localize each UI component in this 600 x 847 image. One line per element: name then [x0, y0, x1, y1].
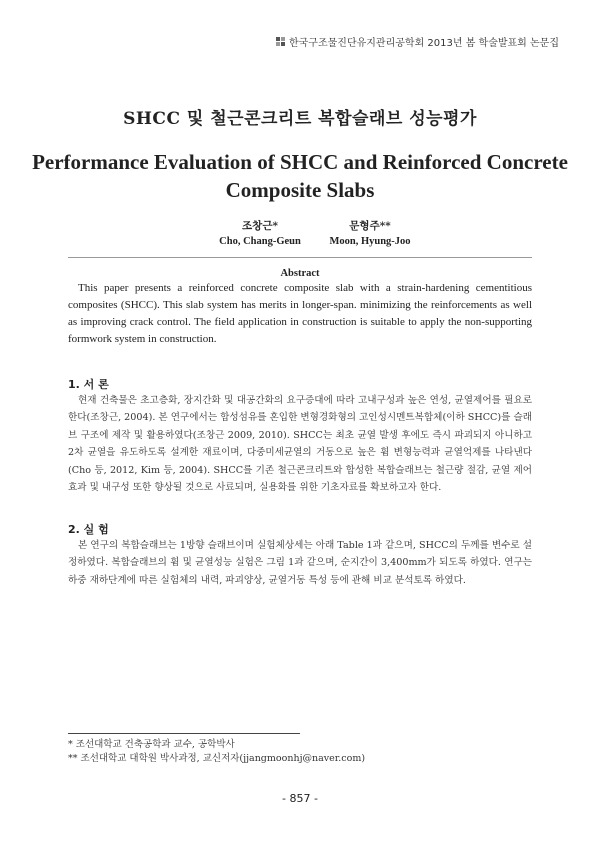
logo-icon: [276, 37, 286, 47]
author-2-name-en: Moon, Hyung-Joo: [329, 236, 411, 247]
footnote-1: * 조선대학교 건축공학과 교수, 공학박사: [68, 739, 235, 750]
journal-header: [276, 34, 559, 49]
section-2-text: 본 연구의 복합슬래브는 1방향 슬래브이며 실험체상세는 아래 Table 1과 같으며, SHCC의 두께를 변수로 설정하였다. 복합슬래브의 휨 및 균열성능 실험은 그림 1과 같으며, 순지간이 3,400mm가 되도록 하였다. 연구는 하중 재하단계에 따른 실험체의 내력, 파괴양상, 균열거동 특성 등에 관해 비교 분석토록 하였다.: [68, 540, 532, 586]
section-2-title: 2. 실 험: [68, 523, 109, 536]
author-1-name-en: Cho, Chang-Geun: [219, 236, 301, 247]
divider: [68, 257, 532, 258]
author-2-name-ko: 문형주**: [349, 220, 391, 232]
title-english-line-2: Composite Slabs: [225, 178, 375, 202]
footnote-2: ** 조선대학교 대학원 박사과정, 교신저자(jjangmoonhj@naver.com): [68, 753, 366, 764]
author-1-name-ko: 조창근*: [242, 220, 278, 232]
section-1-title: 1. 서 론: [68, 378, 109, 391]
journal-header-text: 한국구조물진단유지관리공학회 2013년 봄 학술발표회 논문집: [288, 38, 559, 49]
abstract-text: This paper presents a reinforced concrete composite slab with a strain-hardening cementitious composites (SHCC). This slab system has merits in longer-span. minimizing the reinforcements as well as improving crack control. The field application in construction is suitable to apply the non-supporting formwork system in construction.: [68, 282, 532, 345]
title-english-line-1: Performance Evaluation of SHCC and Reinforced Concrete: [32, 150, 568, 174]
abstract-heading: Abstract: [280, 268, 320, 279]
section-1-text: 현재 건축물은 초고층화, 장지간화 및 대공간화의 요구증대에 따라 고내구성과 높은 연성, 균열제어를 필요로 한다(조창근, 2004). 본 연구에서는 합성섬유를 혼입한 변형경화형의 고인성시멘트복합체(이하 SHCC)를 슬래브 구조에 제작 및 활용하였다(조창근 2009, 2010). SHCC는 최초 균열 발생 후에도 즉시 파괴되지 아니하고 2차 균열을 유도하도록 설계한 재료이며, 다중미세균열의 거동으로 높은 휨 변형능력과 균열억제를 나타낸다(Cho 등, 2012, Kim 등, 2004). SHCC를 기존 철근콘크리트와 합성한 복합슬래브는 철근량 절감, 균열 제어 효과 및 내구성 또한 향상될 것으로 사료되며, 실용화를 위한 기초자료를 확보하고자 한다.: [68, 395, 532, 494]
footnotes: [68, 738, 532, 766]
author-2: [300, 219, 440, 249]
title-english: [0, 148, 600, 204]
title-korean: SHCC 및 철근콘크리트 복합슬래브 성능평가: [123, 109, 477, 129]
page-number: - 857 -: [282, 792, 318, 805]
footnote-divider: [68, 733, 300, 734]
